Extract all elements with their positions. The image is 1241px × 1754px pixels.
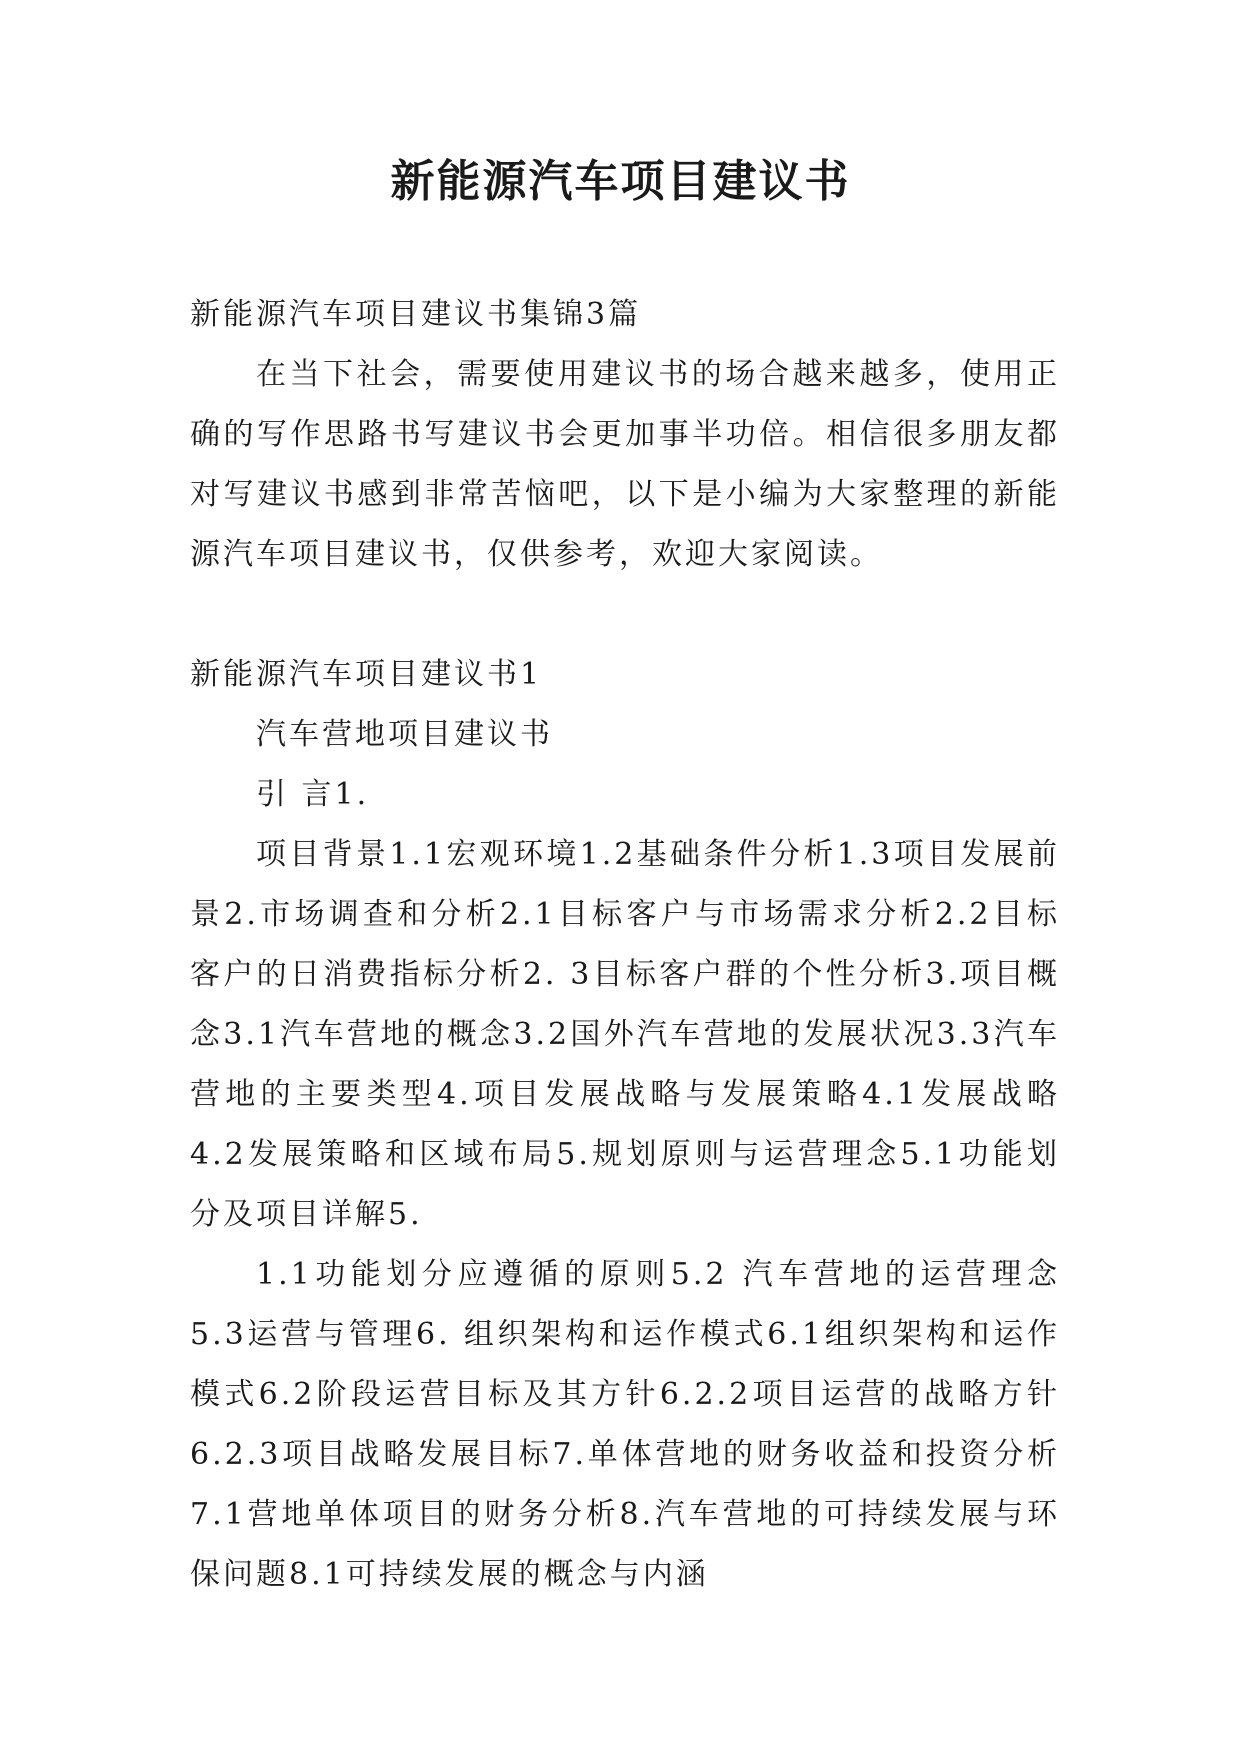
preface-line: 引 言1. — [256, 777, 370, 812]
outline-paragraph-2: 1.1功能划分应遵循的原则5.2 汽车营地的运营理念5.3运营与管理6. 组织架构和运作模式6.1组织架构和运作模式6.2阶段运营目标及其方针6.2.2项目运营的战略方针6.2.3项目战略发展目标7.单体营地的财务收益和投资分析7.1营地单体项目的财务分析8.汽车营地的可持续发展与环保问题8.1可持续发展的概念与内涵 — [190, 1257, 1060, 1592]
document-body — [190, 285, 1060, 1605]
collection-heading: 新能源汽车项目建议书集锦3篇 — [190, 297, 642, 332]
outline-paragraph-1: 项目背景1.1宏观环境1.2基础条件分析1.3项目发展前景2.市场调查和分析2.1目标客户与市场需求分析2.2目标客户的日消费指标分析2. 3目标客户群的个性分析3.项目概念3.1汽车营地的概念3.2国外汽车营地的发展状况3.3汽车营地的主要类型4.项目发展战略与发展策略4.1发展战略4.2发展策略和区域布局5.规划原则与运营理念5.1功能划分及项目详解5. — [190, 837, 1060, 1232]
document-title: 新能源汽车项目建议书 — [390, 156, 851, 207]
section-heading: 新能源汽车项目建议书1 — [190, 657, 543, 692]
section-subtitle: 汽车营地项目建议书 — [256, 717, 553, 752]
intro-paragraph: 在当下社会，需要使用建议书的场合越来越多，使用正确的写作思路书写建议书会更加事半功倍。相信很多朋友都对写建议书感到非常苦恼吧，以下是小编为大家整理的新能源汽车项目建议书，仅供参考，欢迎大家阅读。 — [190, 357, 1060, 572]
